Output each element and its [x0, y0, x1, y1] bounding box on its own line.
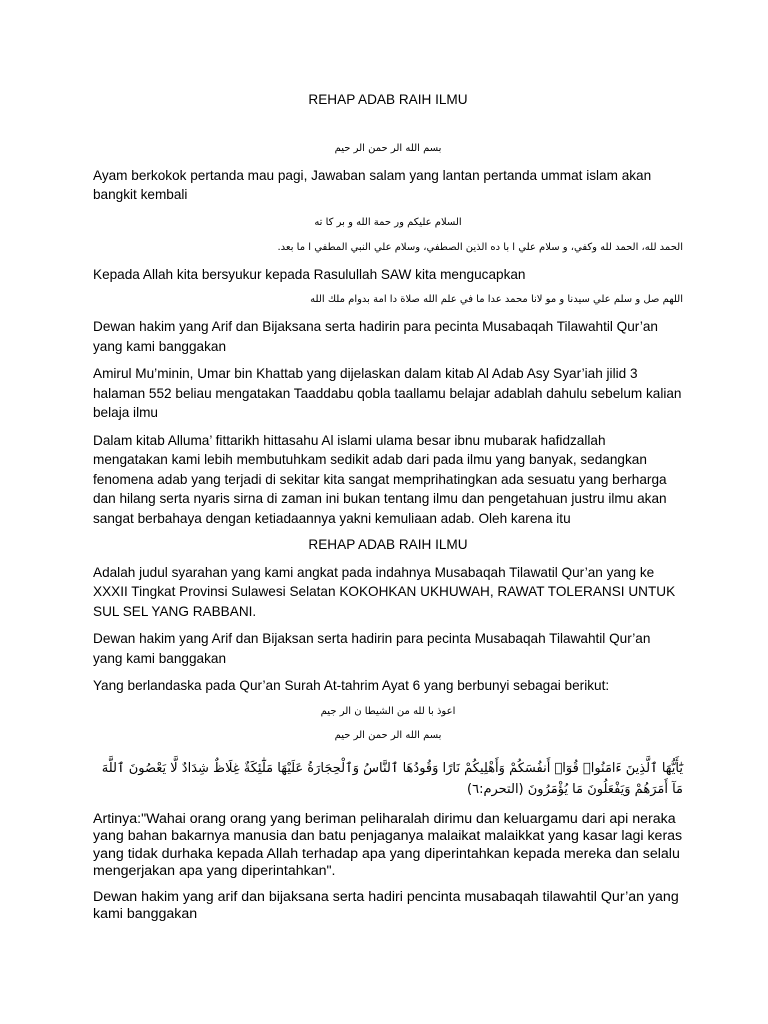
translation-paragraph: Artinya:"Wahai orang orang yang beriman peliharalah dirimu dan keluargamu dari api neraka yang bahan bakarnya manusia dan batu penjaganya malaikat malaikkat yang kasar lagi keras yang tidak durhaka kepada Allah terhadap apa yang diperintahkan kepada mereka dan selalu mengerjakan apa yang diperintahkan". [93, 810, 683, 879]
paragraph-surah-intro: Yang berlandaska pada Qur’an Surah At-tahrim Ayat 6 yang berbunyi sebagai berikut: [93, 678, 610, 693]
paragraph-address-1: Dewan hakim yang Arif dan Bijaksana serta hadirin para pecinta Musabaqah Tilawahtil Qur’an yang kami banggakan [93, 319, 658, 354]
salam-greeting: السلام عليكم ور حمة الله و بر كا ته [314, 216, 462, 228]
shalawat-line: اللهم صل و سلم علي سيدنا و مو لانا محمد عدا ما في علم الله صلاة دا امة بدوام ملك الله [310, 294, 683, 305]
quran-verse: يَٰٓأَيُّهَا ٱلَّذِينَ ءَامَنُوا۟ قُوٓا۟ أَنفُسَكُمْ وَأَهْلِيكُمْ نَارًا وَقُودُهَا ٱلنَّاسُ وَٱلْحِجَارَةُ عَلَيْهَا مَلَٰٓئِكَةٌ غِلَاظٌ شِدَادٌ لَّا يَعْصُونَ ٱللَّهَ مَآ أَمَرَهُمْ وَيَفْعَلُونَ مَا يُؤْمَرُونَ (التحرم:٦) [101, 760, 683, 797]
paragraph-gratitude: Kepada Allah kita bersyukur kepada Rasulullah SAW kita mengucapkan [93, 266, 526, 282]
paragraph-umar: Amirul Mu’minin, Umar bin Khattab yang dijelaskan dalam kitab Al Adab Asy Syar’iah jilid 3 halaman 552 beliau mengatakan Taaddabu qobla taallamu belajar adablah dahulu sebelum kalian belaja ilmu [93, 366, 682, 420]
paragraph-address-3: Dewan hakim yang arif dan bijaksana serta hadiri pencinta musabaqah tilawahtil Qur’an yang kami banggakan [93, 888, 679, 922]
paragraph-alluma: Dalam kitab Alluma’ fittarikh hittasahu Al islami ulama besar ibnu mubarak hafidzallah mengatakan kami lebih membutuhkam sedikit adab dari pada ilmu yang banyak, sedangkan fenomena adab yang terjadi di sekitar kita sangat memprihatingkan ada sesuatu yang berharga dan hilang serta nyaris sirna di zaman ini bukan tentang ilmu dan pengetahuan justru ilmu akan sangat berbahaya dengan ketiadaannya yakni kemuliaan adab. Oleh karena itu [93, 432, 667, 526]
document-title: REHAP ADAB RAIH ILMU [308, 92, 468, 107]
hamdalah-line: الحمد لله، الحمد لله وكفي، و سلام علي ا با ده الذين الصطفي، وسلام علي النبي المطفي ا ما بعد. [277, 241, 683, 253]
basmalah-second: بسم الله الر حمن الر حيم [334, 729, 442, 741]
paragraph-address-2: Dewan hakim yang Arif dan Bijaksan serta hadirin para pecinta Musabaqah Tilawahtil Qur’an yang kami banggakan [93, 631, 651, 666]
taawudz-line: اعوذ با لله من الشيطا ن الر جيم [320, 705, 456, 717]
basmalah-opening: بسم الله الر حمن الر حيم [334, 142, 442, 154]
document-title-repeat: REHAP ADAB RAIH ILMU [308, 537, 468, 552]
document-body [93, 90, 683, 924]
paragraph-theme: Adalah judul syarahan yang kami angkat pada indahnya Musabaqah Tilawatil Qur’an yang ke XXXII Tingkat Provinsi Sulawesi Selatan KOKOHKAN UKHUWAH, RAWAT TOLERANSI UNTUK SUL SEL YANG RABBANI. [93, 564, 676, 619]
paragraph-opening: Ayam berkokok pertanda mau pagi, Jawaban salam yang lantan pertanda ummat islam akan bangkit kembali [93, 167, 652, 202]
